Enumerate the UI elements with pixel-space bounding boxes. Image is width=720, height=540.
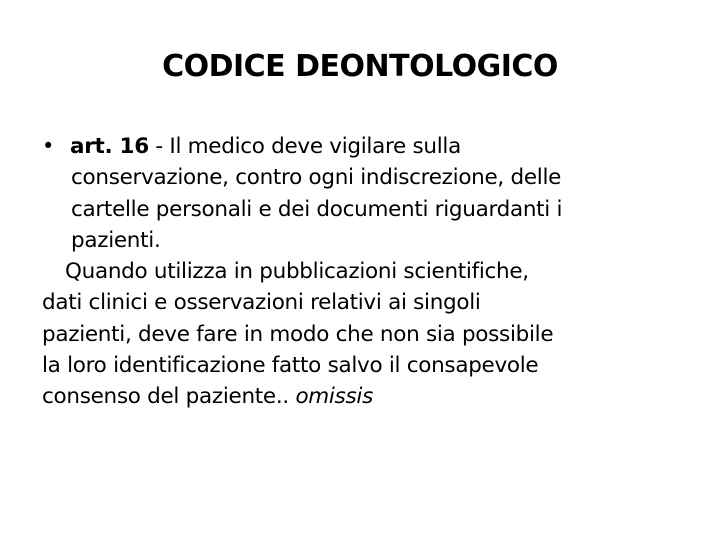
paragraph1-line-2: conservazione, contro ogni indiscrezione, delle	[71, 165, 562, 191]
slide-body	[42, 131, 702, 413]
paragraph2-line-4: la loro identificazione fatto salvo il consapevole	[42, 353, 539, 379]
last-line-text: consenso del paziente..	[42, 384, 296, 410]
paragraph1-line-1: - Il medico deve vigilare sulla	[148, 134, 461, 159]
paragraph2-line-1: Quando utilizza in pubblicazioni scientifiche,	[65, 259, 529, 285]
paragraph1-line-3: cartelle personali e dei documenti riguardanti i	[71, 196, 563, 222]
omissis-text: omissis	[295, 384, 373, 410]
article-reference: art. 16	[70, 134, 149, 159]
bullet-icon: •	[42, 134, 55, 158]
slide-title: CODICE DEONTOLOGICO	[162, 49, 558, 84]
paragraph2-line-5	[42, 381, 702, 412]
paragraph2-line-2: dati clinici e osservazioni relativi ai singoli	[42, 290, 481, 316]
paragraph1-line-4: pazienti.	[71, 227, 161, 253]
bullet-line-1	[42, 131, 702, 162]
paragraph2-line-3: pazienti, deve fare in modo che non sia possibile	[42, 321, 554, 347]
